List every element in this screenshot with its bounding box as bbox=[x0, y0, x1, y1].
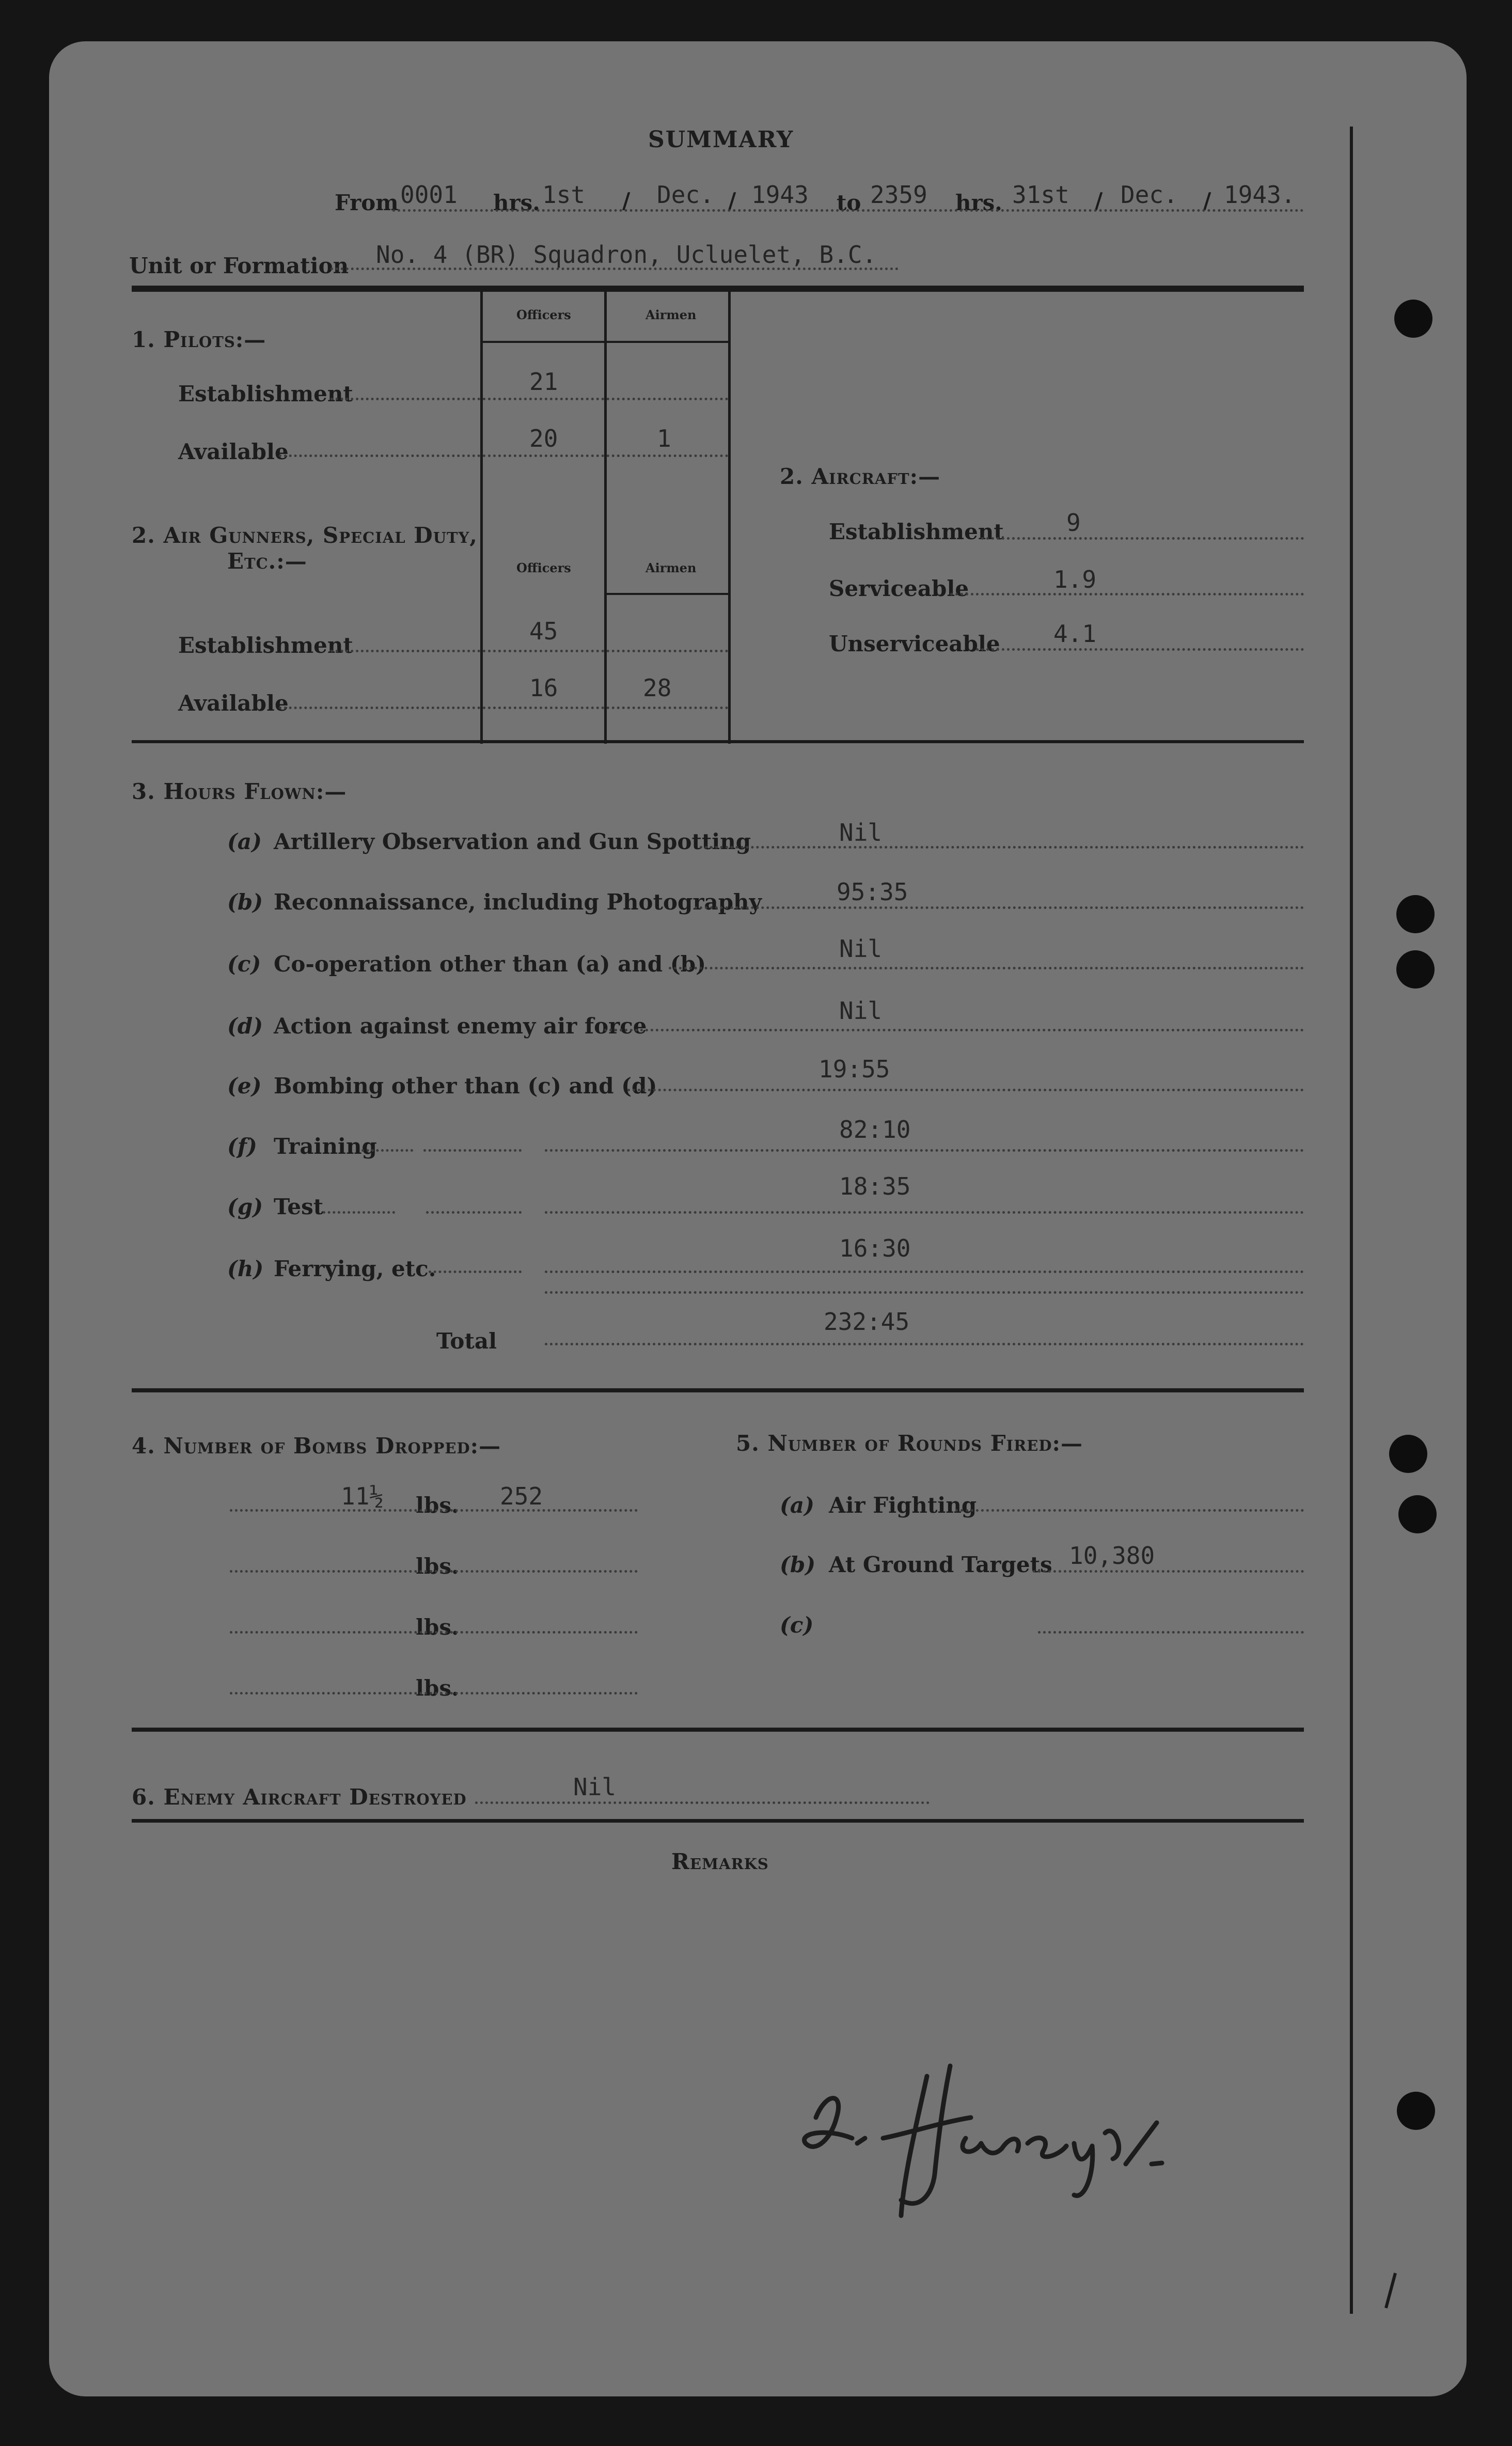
bombs-lbs-label: lbs. bbox=[416, 1614, 459, 1640]
row-leader bbox=[230, 1570, 638, 1573]
row-leader bbox=[604, 1029, 1304, 1031]
row-leader bbox=[695, 906, 1304, 909]
from-year: 1943 bbox=[751, 181, 809, 209]
gunners-available-airmen: 28 bbox=[643, 674, 672, 702]
bombs-lbs-label: lbs. bbox=[416, 1493, 459, 1518]
hours-total-value: 232:45 bbox=[824, 1308, 910, 1336]
from-day: 1st bbox=[542, 181, 586, 209]
hours-row-letter: (f) bbox=[227, 1134, 257, 1159]
row-leader bbox=[1033, 1570, 1304, 1573]
rounds-a-letter: (a) bbox=[780, 1493, 814, 1518]
table-vline bbox=[480, 292, 483, 744]
row-leader bbox=[545, 1291, 1304, 1294]
row-leader bbox=[483, 707, 728, 709]
bombs-count: 252 bbox=[500, 1482, 543, 1510]
from-month: Dec. bbox=[657, 181, 714, 209]
hours-row-value: 16:30 bbox=[839, 1234, 911, 1262]
bombs-weight: 11½ bbox=[341, 1482, 384, 1510]
hours-row-label: Reconnaissance, including Photography bbox=[274, 889, 762, 915]
pilots-establishment-label: Establishment bbox=[178, 381, 353, 406]
binder-hole bbox=[1394, 300, 1432, 338]
table-hline bbox=[604, 593, 731, 595]
section-rule bbox=[132, 1819, 1304, 1823]
row-leader bbox=[483, 454, 728, 457]
hours-row-value: 18:35 bbox=[839, 1172, 911, 1200]
gunners-col-officers: Officers bbox=[516, 560, 571, 575]
rounds-b-value: 10,380 bbox=[1069, 1542, 1155, 1570]
row-leader bbox=[955, 1509, 1304, 1512]
row-leader bbox=[279, 454, 480, 457]
bombs-heading: 4. Number of Bombs Dropped:— bbox=[132, 1433, 501, 1459]
gunners-heading-2: Etc.:— bbox=[227, 548, 307, 574]
hours-total-label: Total bbox=[436, 1328, 497, 1354]
hours-heading: 3. Hours Flown:— bbox=[132, 779, 347, 804]
section-rule bbox=[132, 1728, 1304, 1732]
row-leader bbox=[976, 648, 1304, 651]
hrs-label: hrs. bbox=[493, 190, 540, 215]
pilots-available-officers: 20 bbox=[529, 425, 558, 452]
row-leader bbox=[981, 537, 1304, 540]
row-leader bbox=[1038, 1631, 1304, 1634]
rounds-b-letter: (b) bbox=[780, 1552, 816, 1577]
hours-row-letter: (b) bbox=[227, 889, 263, 915]
separator: / bbox=[622, 188, 631, 213]
row-leader bbox=[230, 1692, 638, 1695]
hours-row-value: Nil bbox=[839, 935, 883, 963]
from-label: From bbox=[335, 190, 399, 215]
aircraft-heading: 2. Aircraft:— bbox=[780, 464, 941, 489]
to-day: 31st bbox=[1012, 181, 1069, 209]
hours-row-label: Co-operation other than (a) and (b) bbox=[274, 951, 706, 977]
bombs-lbs-label: lbs. bbox=[416, 1675, 459, 1701]
to-label: to bbox=[837, 190, 861, 215]
hours-row-letter: (h) bbox=[227, 1256, 264, 1281]
row-leader bbox=[950, 593, 1304, 595]
rounds-heading: 5. Number of Rounds Fired:— bbox=[736, 1431, 1083, 1456]
pilots-available-label: Available bbox=[178, 439, 289, 464]
gunners-col-airmen: Airmen bbox=[645, 560, 697, 575]
row-leader bbox=[700, 846, 1304, 849]
hours-row-label: Test bbox=[274, 1194, 324, 1219]
hours-row-label: Training bbox=[274, 1134, 377, 1159]
row-leader bbox=[361, 1149, 413, 1152]
hours-row-label: Action against enemy air force bbox=[274, 1013, 647, 1039]
table-vline bbox=[728, 292, 731, 744]
from-underline bbox=[392, 209, 1304, 212]
hours-row-label: Bombing other than (c) and (d) bbox=[274, 1073, 657, 1099]
row-leader bbox=[545, 1211, 1304, 1214]
row-leader bbox=[429, 1271, 522, 1273]
row-leader bbox=[669, 967, 1304, 969]
binder-hole bbox=[1396, 895, 1435, 933]
row-leader bbox=[323, 1211, 395, 1214]
row-leader bbox=[423, 1149, 522, 1152]
aircraft-establishment-label: Establishment bbox=[829, 519, 1004, 544]
aircraft-unserviceable: 4.1 bbox=[1053, 620, 1097, 648]
to-year: 1943. bbox=[1224, 181, 1296, 209]
enemy-label: 6. Enemy Aircraft Destroyed bbox=[132, 1784, 467, 1810]
remarks-heading: Remarks bbox=[671, 1849, 769, 1874]
hours-row-label: Ferrying, etc. bbox=[274, 1256, 436, 1281]
rounds-c-letter: (c) bbox=[780, 1612, 814, 1638]
from-hrs: 0001 bbox=[400, 181, 458, 209]
aircraft-serviceable-label: Serviceable bbox=[829, 576, 969, 601]
binder-hole bbox=[1396, 950, 1435, 989]
row-leader bbox=[627, 1089, 1304, 1091]
row-leader bbox=[483, 650, 728, 652]
row-leader bbox=[230, 1631, 638, 1634]
hours-row-value: Nil bbox=[839, 997, 883, 1025]
hours-row-letter: (c) bbox=[227, 951, 261, 977]
bombs-lbs-label: lbs. bbox=[416, 1554, 459, 1579]
hours-row-letter: (d) bbox=[227, 1013, 263, 1039]
rounds-b-label: At Ground Targets bbox=[829, 1552, 1052, 1577]
hours-row-letter: (e) bbox=[227, 1073, 262, 1099]
hours-row-letter: (g) bbox=[227, 1194, 263, 1219]
row-leader bbox=[426, 1211, 522, 1214]
pilots-col-airmen: Airmen bbox=[645, 307, 697, 322]
binder-hole bbox=[1397, 2092, 1435, 2130]
section-rule bbox=[132, 740, 1304, 743]
pilots-heading: 1. Pilots:— bbox=[132, 327, 266, 352]
aircraft-establishment: 9 bbox=[1066, 509, 1081, 537]
unit-underline bbox=[330, 268, 899, 270]
to-hrs: 2359 bbox=[870, 181, 927, 209]
row-leader bbox=[545, 1271, 1304, 1273]
gunners-establishment-label: Establishment bbox=[178, 633, 353, 658]
row-leader bbox=[330, 650, 480, 652]
hours-row-letter: (a) bbox=[227, 829, 262, 854]
rounds-a-label: Air Fighting bbox=[829, 1493, 977, 1518]
gunners-available-officers: 16 bbox=[529, 674, 558, 702]
separator: / bbox=[1203, 188, 1211, 213]
unit-value: No. 4 (BR) Squadron, Ucluelet, B.C. bbox=[376, 241, 877, 269]
hrs-label-2: hrs. bbox=[955, 190, 1002, 215]
section-rule bbox=[132, 1388, 1304, 1392]
pilots-col-officers: Officers bbox=[516, 307, 571, 322]
row-leader bbox=[330, 398, 480, 400]
hours-row-value: 95:35 bbox=[837, 878, 908, 906]
row-leader bbox=[279, 707, 480, 709]
hours-row-value: Nil bbox=[839, 819, 883, 846]
binder-hole bbox=[1389, 1435, 1427, 1473]
row-leader bbox=[545, 1149, 1304, 1152]
pilots-available-airmen: 1 bbox=[657, 425, 671, 452]
hours-row-value: 82:10 bbox=[839, 1116, 911, 1143]
row-leader bbox=[483, 398, 728, 400]
binder-hole bbox=[1398, 1495, 1437, 1533]
margin-rule bbox=[1350, 127, 1353, 2314]
aircraft-unserviceable-label: Unserviceable bbox=[829, 631, 1000, 656]
page-title: SUMMARY bbox=[648, 127, 794, 153]
separator: / bbox=[1095, 188, 1103, 213]
separator: / bbox=[728, 188, 736, 213]
gunners-heading: 2. Air Gunners, Special Duty, bbox=[132, 523, 478, 548]
table-hline bbox=[480, 341, 731, 343]
enemy-value: Nil bbox=[573, 1773, 617, 1801]
pilots-establishment-officers: 21 bbox=[529, 368, 558, 396]
hours-row-label: Artillery Observation and Gun Spotting bbox=[274, 829, 751, 854]
signature bbox=[795, 2061, 1188, 2236]
to-month: Dec. bbox=[1121, 181, 1178, 209]
section-rule bbox=[132, 286, 1304, 292]
hours-row-value: 19:55 bbox=[818, 1055, 890, 1083]
gunners-available-label: Available bbox=[178, 691, 289, 716]
unit-label: Unit or Formation bbox=[129, 253, 349, 278]
aircraft-serviceable: 1.9 bbox=[1053, 566, 1097, 593]
row-leader bbox=[545, 1343, 1304, 1345]
gunners-establishment-officers: 45 bbox=[529, 617, 558, 645]
row-leader bbox=[475, 1801, 930, 1804]
row-leader bbox=[230, 1509, 638, 1512]
table-vline bbox=[604, 292, 607, 744]
